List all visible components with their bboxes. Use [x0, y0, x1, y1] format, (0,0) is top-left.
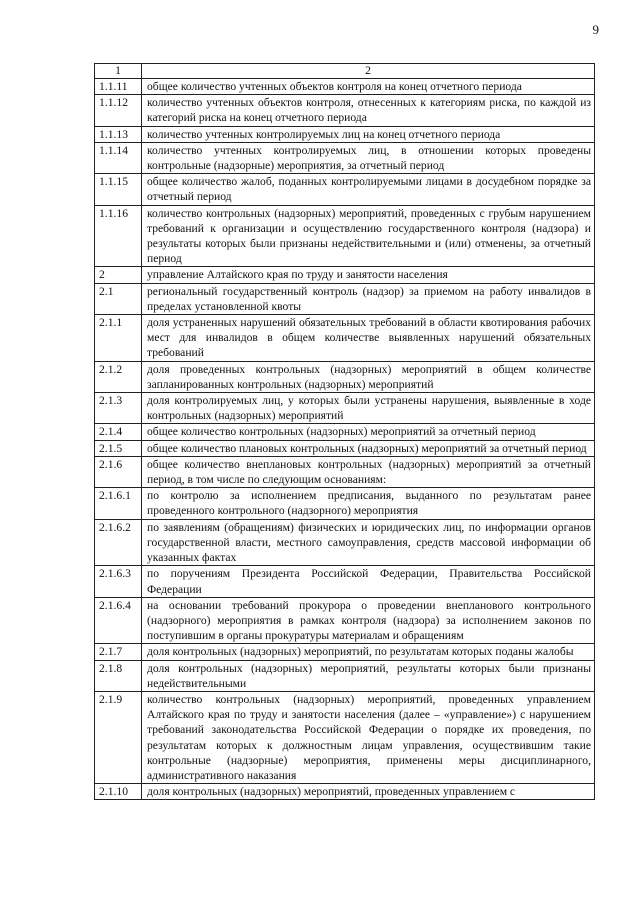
row-number-cell: 2.1.10	[95, 784, 142, 800]
row-text-cell: доля контрольных (надзорных) мероприятий, по результатам которых поданы жалобы	[142, 644, 595, 660]
row-number-cell: 2.1.3	[95, 393, 142, 424]
row-number-cell: 2.1.4	[95, 424, 142, 440]
table-row	[95, 566, 595, 597]
table-row	[95, 315, 595, 362]
table-row	[95, 393, 595, 424]
row-text-cell: общее количество плановых контрольных (надзорных) мероприятий за отчетный период	[142, 440, 595, 456]
row-number-cell: 1.1.14	[95, 142, 142, 173]
row-number-cell: 2.1.6	[95, 456, 142, 487]
row-number-cell: 2.1.6.3	[95, 566, 142, 597]
table-row	[95, 644, 595, 660]
table-row	[95, 79, 595, 95]
table-row	[95, 142, 595, 173]
table-row	[95, 519, 595, 566]
column-header-text: 2	[142, 64, 595, 79]
row-text-cell: на основании требований прокурора о проведении внепланового контрольного (надзорного) мероприятия в рамках контроля (надзора) за исполнением законов по поступившим в органы прокуратуры материалам и обращениям	[142, 597, 595, 644]
row-number-cell: 1.1.16	[95, 205, 142, 267]
row-number-cell: 2.1.7	[95, 644, 142, 660]
row-text-cell: общее количество учтенных объектов контроля на конец отчетного периода	[142, 79, 595, 95]
row-text-cell: по поручениям Президента Российской Федерации, Правительства Российской Федерации	[142, 566, 595, 597]
row-number-cell: 2.1.1	[95, 315, 142, 362]
row-text-cell: по контролю за исполнением предписания, выданного по результатам ранее проведенного контрольного (надзорного) мероприятия	[142, 488, 595, 519]
table-row	[95, 283, 595, 314]
row-text-cell: доля контролируемых лиц, у которых были устранены нарушения, выявленные в ходе контрольных (надзорных) мероприятий	[142, 393, 595, 424]
page-number: 9	[592, 22, 599, 37]
row-number-cell: 1.1.12	[95, 95, 142, 126]
row-text-cell: региональный государственный контроль (надзор) за приемом на работу инвалидов в пределах установленной квоты	[142, 283, 595, 314]
table-row	[95, 126, 595, 142]
row-number-cell: 1.1.13	[95, 126, 142, 142]
row-number-cell: 2.1.5	[95, 440, 142, 456]
row-number-cell: 2.1.6.1	[95, 488, 142, 519]
row-number-cell: 1.1.15	[95, 174, 142, 205]
table-row	[95, 267, 595, 283]
table-row	[95, 440, 595, 456]
row-number-cell: 2.1.6.4	[95, 597, 142, 644]
row-text-cell: количество учтенных контролируемых лиц, в отношении которых проведены контрольные (надзорные) мероприятия, за отчетный период	[142, 142, 595, 173]
table-row	[95, 691, 595, 783]
table-row	[95, 488, 595, 519]
row-number-cell: 2.1.2	[95, 361, 142, 392]
table-row	[95, 95, 595, 126]
row-text-cell: общее количество жалоб, поданных контролируемыми лицами в досудебном порядке за отчетный период	[142, 174, 595, 205]
table-row	[95, 424, 595, 440]
table-row	[95, 174, 595, 205]
table-header-row	[95, 64, 595, 79]
row-text-cell: доля контрольных (надзорных) мероприятий, результаты которых были признаны недействительными	[142, 660, 595, 691]
row-text-cell: доля проведенных контрольных (надзорных) мероприятий в общем количестве запланированных контрольных (надзорных) мероприятий	[142, 361, 595, 392]
row-number-cell: 2.1	[95, 283, 142, 314]
row-text-cell: количество контрольных (надзорных) мероприятий, проведенных с грубым нарушением требований к организации и осуществлению государственного контроля (надзора) и результаты которых были признаны недействительными и (или) отменены, за отчетный период	[142, 205, 595, 267]
table-row	[95, 361, 595, 392]
row-text-cell: доля устраненных нарушений обязательных требований в области квотирования рабочих мест для инвалидов в общем количестве выявленных нарушений обязательных требований	[142, 315, 595, 362]
row-text-cell: количество контрольных (надзорных) мероприятий, проведенных управлением Алтайского края по труду и занятости населения (далее – «управление») с нарушением требований законодательства Российской Федерации о порядке их проведения, по результатам которых к должностным лицам управления, осуществившим такие контрольные (надзорные) мероприятия, применены меры дисциплинарного, административного наказания	[142, 691, 595, 783]
row-number-cell: 2.1.8	[95, 660, 142, 691]
row-text-cell: количество учтенных объектов контроля, отнесенных к категориям риска, по каждой из категорий риска на конец отчетного периода	[142, 95, 595, 126]
table-row	[95, 205, 595, 267]
row-text-cell: количество учтенных контролируемых лиц на конец отчетного периода	[142, 126, 595, 142]
row-number-cell: 2	[95, 267, 142, 283]
indicators-table	[94, 63, 595, 800]
table-row	[95, 660, 595, 691]
table-row	[95, 597, 595, 644]
row-text-cell: доля контрольных (надзорных) мероприятий, проведенных управлением с	[142, 784, 595, 800]
row-number-cell: 2.1.9	[95, 691, 142, 783]
row-text-cell: по заявлениям (обращениям) физических и юридических лиц, по информации органов государственной власти, местного самоуправления, средств массовой информации об указанных фактах	[142, 519, 595, 566]
row-number-cell: 1.1.11	[95, 79, 142, 95]
row-text-cell: общее количество внеплановых контрольных (надзорных) мероприятий за отчетный период, в том числе по следующим основаниям:	[142, 456, 595, 487]
row-text-cell: общее количество контрольных (надзорных) мероприятий за отчетный период	[142, 424, 595, 440]
row-number-cell: 2.1.6.2	[95, 519, 142, 566]
column-header-number: 1	[95, 64, 142, 79]
table-row	[95, 784, 595, 800]
row-text-cell: управление Алтайского края по труду и занятости населения	[142, 267, 595, 283]
table-row	[95, 456, 595, 487]
